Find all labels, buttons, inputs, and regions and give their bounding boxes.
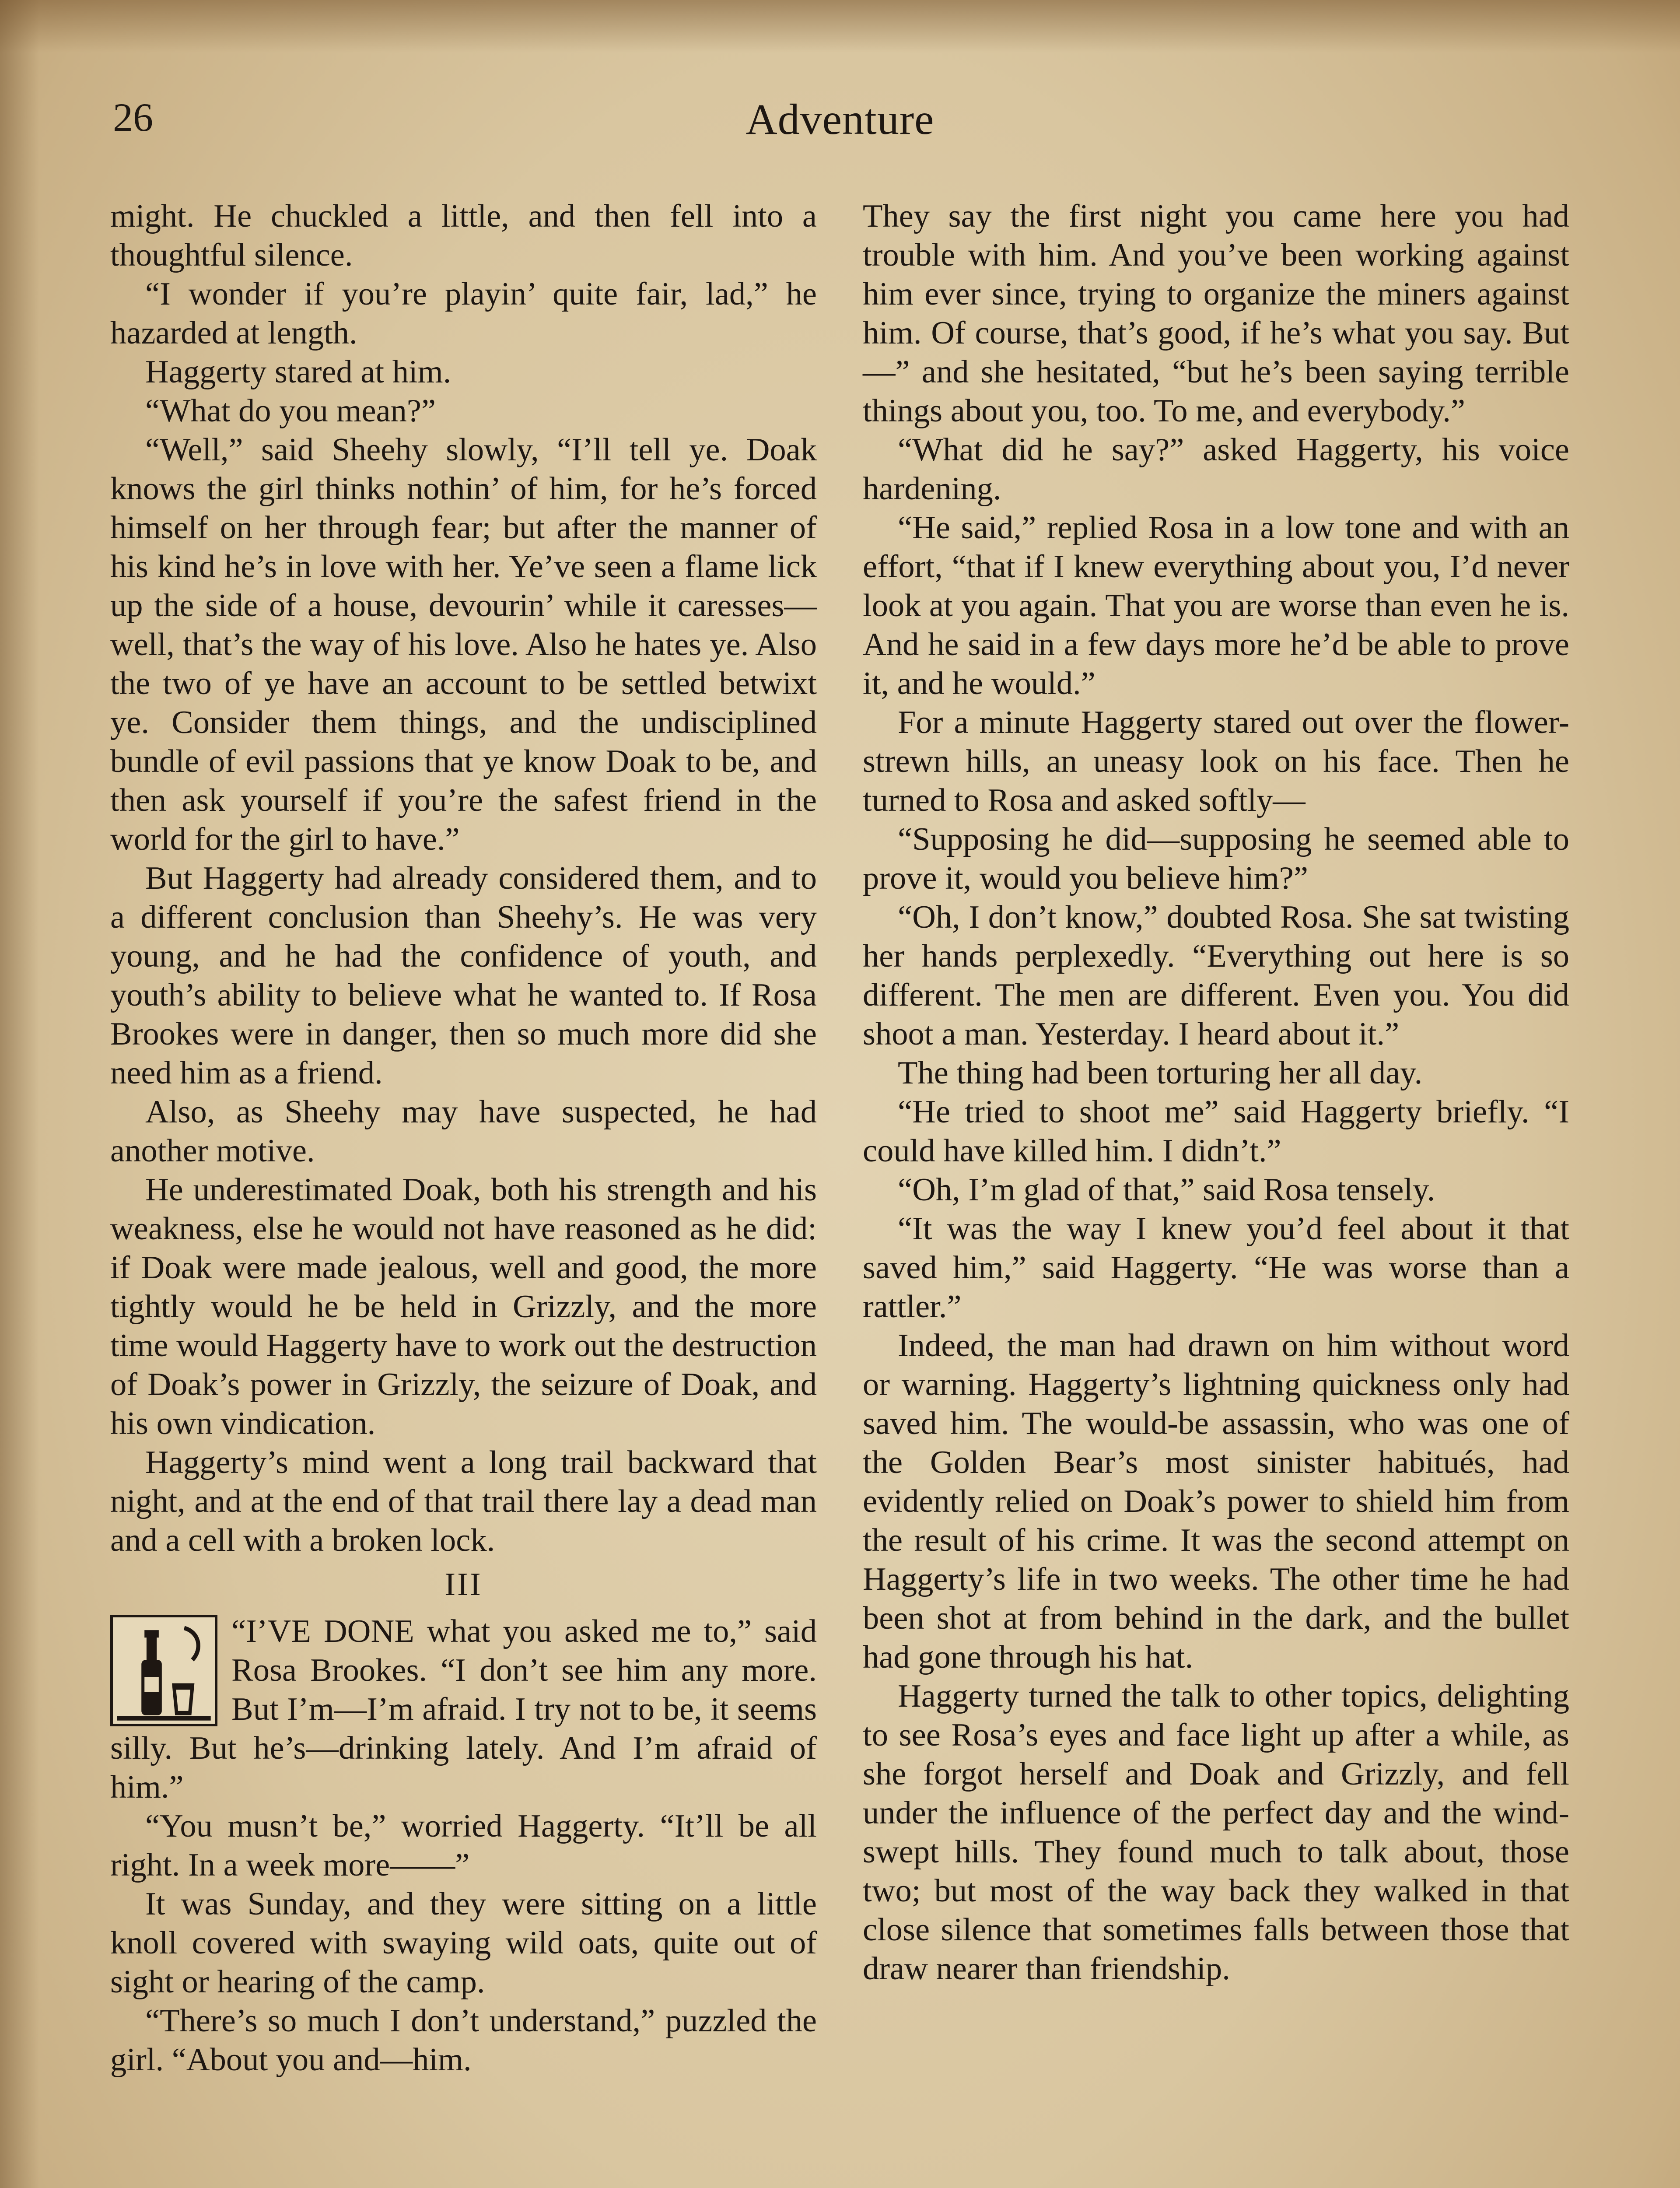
right-text-column [863,197,1569,1988]
paragraph: “He tried to shoot me” said Haggerty briefly. “I could have killed him. I didn’t.” [863,1094,1569,1169]
paragraph: “What do you mean?” [145,393,436,429]
paragraph: Indeed, the man had drawn on him without word or warning. Haggerty’s lightning quickness only had saved him. The would-be assassin, who was one of the Golden Bear’s most sinister habitués, had evidently relied on Doak’s power to shield him from the result of his crime. It was the second attempt on Haggerty’s life in two weeks. The other time he had been shot at from behind in the dark, and the bullet had gone through his hat. [863,1328,1569,1675]
paragraph: “Well,” said Sheehy slowly, “I’ll tell ye. Doak knows the girl thinks nothin’ of him, for he’s forced himself on her through fear; but after the manner of his kind he’s in love with her. Ye’ve seen a flame lick up the side of a house, devourin’ while it caresses—well, that’s the way of his love. Also he hates ye. Also the two of ye have an account to be settled betwixt ye. Consider them things, and the undisciplined bundle of evil passions that ye know Doak to be, and then ask yourself if you’re the safest friend in the world for the girl to have.” [110,432,817,857]
page-number: 26 [113,95,153,140]
paragraph: might. He chuckled a little, and then fell into a thoughtful silence. [110,198,817,273]
paragraph: Haggerty turned the talk to other topics, delighting to see Rosa’s eyes and face light up after a while, as she forgot herself and Doak and Grizzly, and fell under the influence of the perfect day and the windswept hills. They found much to talk about, those two; but most of the way back they walked in that close silence that sometimes falls between those that draw nearer than friendship. [863,1678,1569,1987]
running-head-title: Adventure [746,95,934,144]
paragraph: The thing had been torturing her all day. [898,1055,1423,1091]
paragraph: Also, as Sheehy may have suspected, he had another motive. [110,1094,817,1169]
paragraph: “I wonder if you’re playin’ quite fair, lad,” he hazarded at length. [110,276,817,351]
paragraph: “It was the way I knew you’d feel about it that saved him,” said Haggerty. “He was worse than a rattler.” [863,1211,1569,1325]
dropcap-illustration-icon [110,1615,217,1726]
paragraph: For a minute Haggerty stared out over the flower-strewn hills, an uneasy look on his face. Then he turned to Rosa and asked softly— [863,705,1569,818]
section-heading: III [444,1567,483,1602]
paragraph: Haggerty’s mind went a long trail backward that night, and at the end of that trail there lay a dead man and a cell with a broken lock. [110,1445,817,1558]
dropcap-paragraph [110,1612,817,1807]
paragraph: But Haggerty had already considered them, and to a different conclusion than Sheehy’s. He was very young, and he had the confidence of youth, and youth’s ability to believe what he wanted to. If Rosa Brookes were in danger, then so much more did she need him as a friend. [110,860,817,1091]
paragraph: They say the first night you came here you had trouble with him. And you’ve been working against him ever since, trying to organize the miners against him. Of course, that’s good, if he’s what you say. But—” and she hesitated, “but he’s been saying terrible things about you, too. To me, and everybody.” [863,198,1569,429]
page-header [0,94,1680,160]
paragraph: Haggerty stared at him. [145,354,452,390]
paragraph: “Supposing he did—supposing he seemed able to prove it, would you believe him?” [863,821,1569,896]
paragraph: “Oh, I’m glad of that,” said Rosa tensely. [898,1172,1435,1208]
left-text-column [110,197,817,2079]
paragraph: “Oh, I don’t know,” doubted Rosa. She sat twisting her hands perplexedly. “Everything out here is so different. The men are different. Even you. You did shoot a man. Yesterday. I heard about it.” [863,899,1569,1052]
paragraph: “What did he say?” asked Haggerty, his voice hardening. [863,432,1569,507]
paragraph: “He said,” replied Rosa in a low tone and with an effort, “that if I knew everything about you, I’d never look at you again. That you are worse than even he is. And he said in a few days more he’d be able to prove it, and he would.” [863,510,1569,701]
paragraph-text: “I’VE DONE what you asked me to,” said Rosa Brookes. “I don’t see him any more. But I’m—I’m afraid. I try not to be, it seems silly. But he’s—drinking lately. And I’m afraid of him.” [110,1613,817,1805]
paragraph: “There’s so much I don’t understand,” puzzled the girl. “About you and—him. [110,2003,817,2078]
paragraph: It was Sunday, and they were sitting on a little knoll covered with swaying wild oats, quite out of sight or hearing of the camp. [110,1886,817,2000]
paragraph: He underestimated Doak, both his strength and his weakness, else he would not have reasoned as he did: if Doak were made jealous, well and good, the more tightly would he be held in Grizzly, and the more time would Haggerty have to work out the destruction of Doak’s power in Grizzly, the seizure of Doak, and his own vindication. [110,1172,817,1441]
page-shading-left [0,0,39,2188]
paragraph: “You musn’t be,” worried Haggerty. “It’ll be all right. In a week more——” [110,1808,817,1883]
page-shading-top [0,0,1680,53]
